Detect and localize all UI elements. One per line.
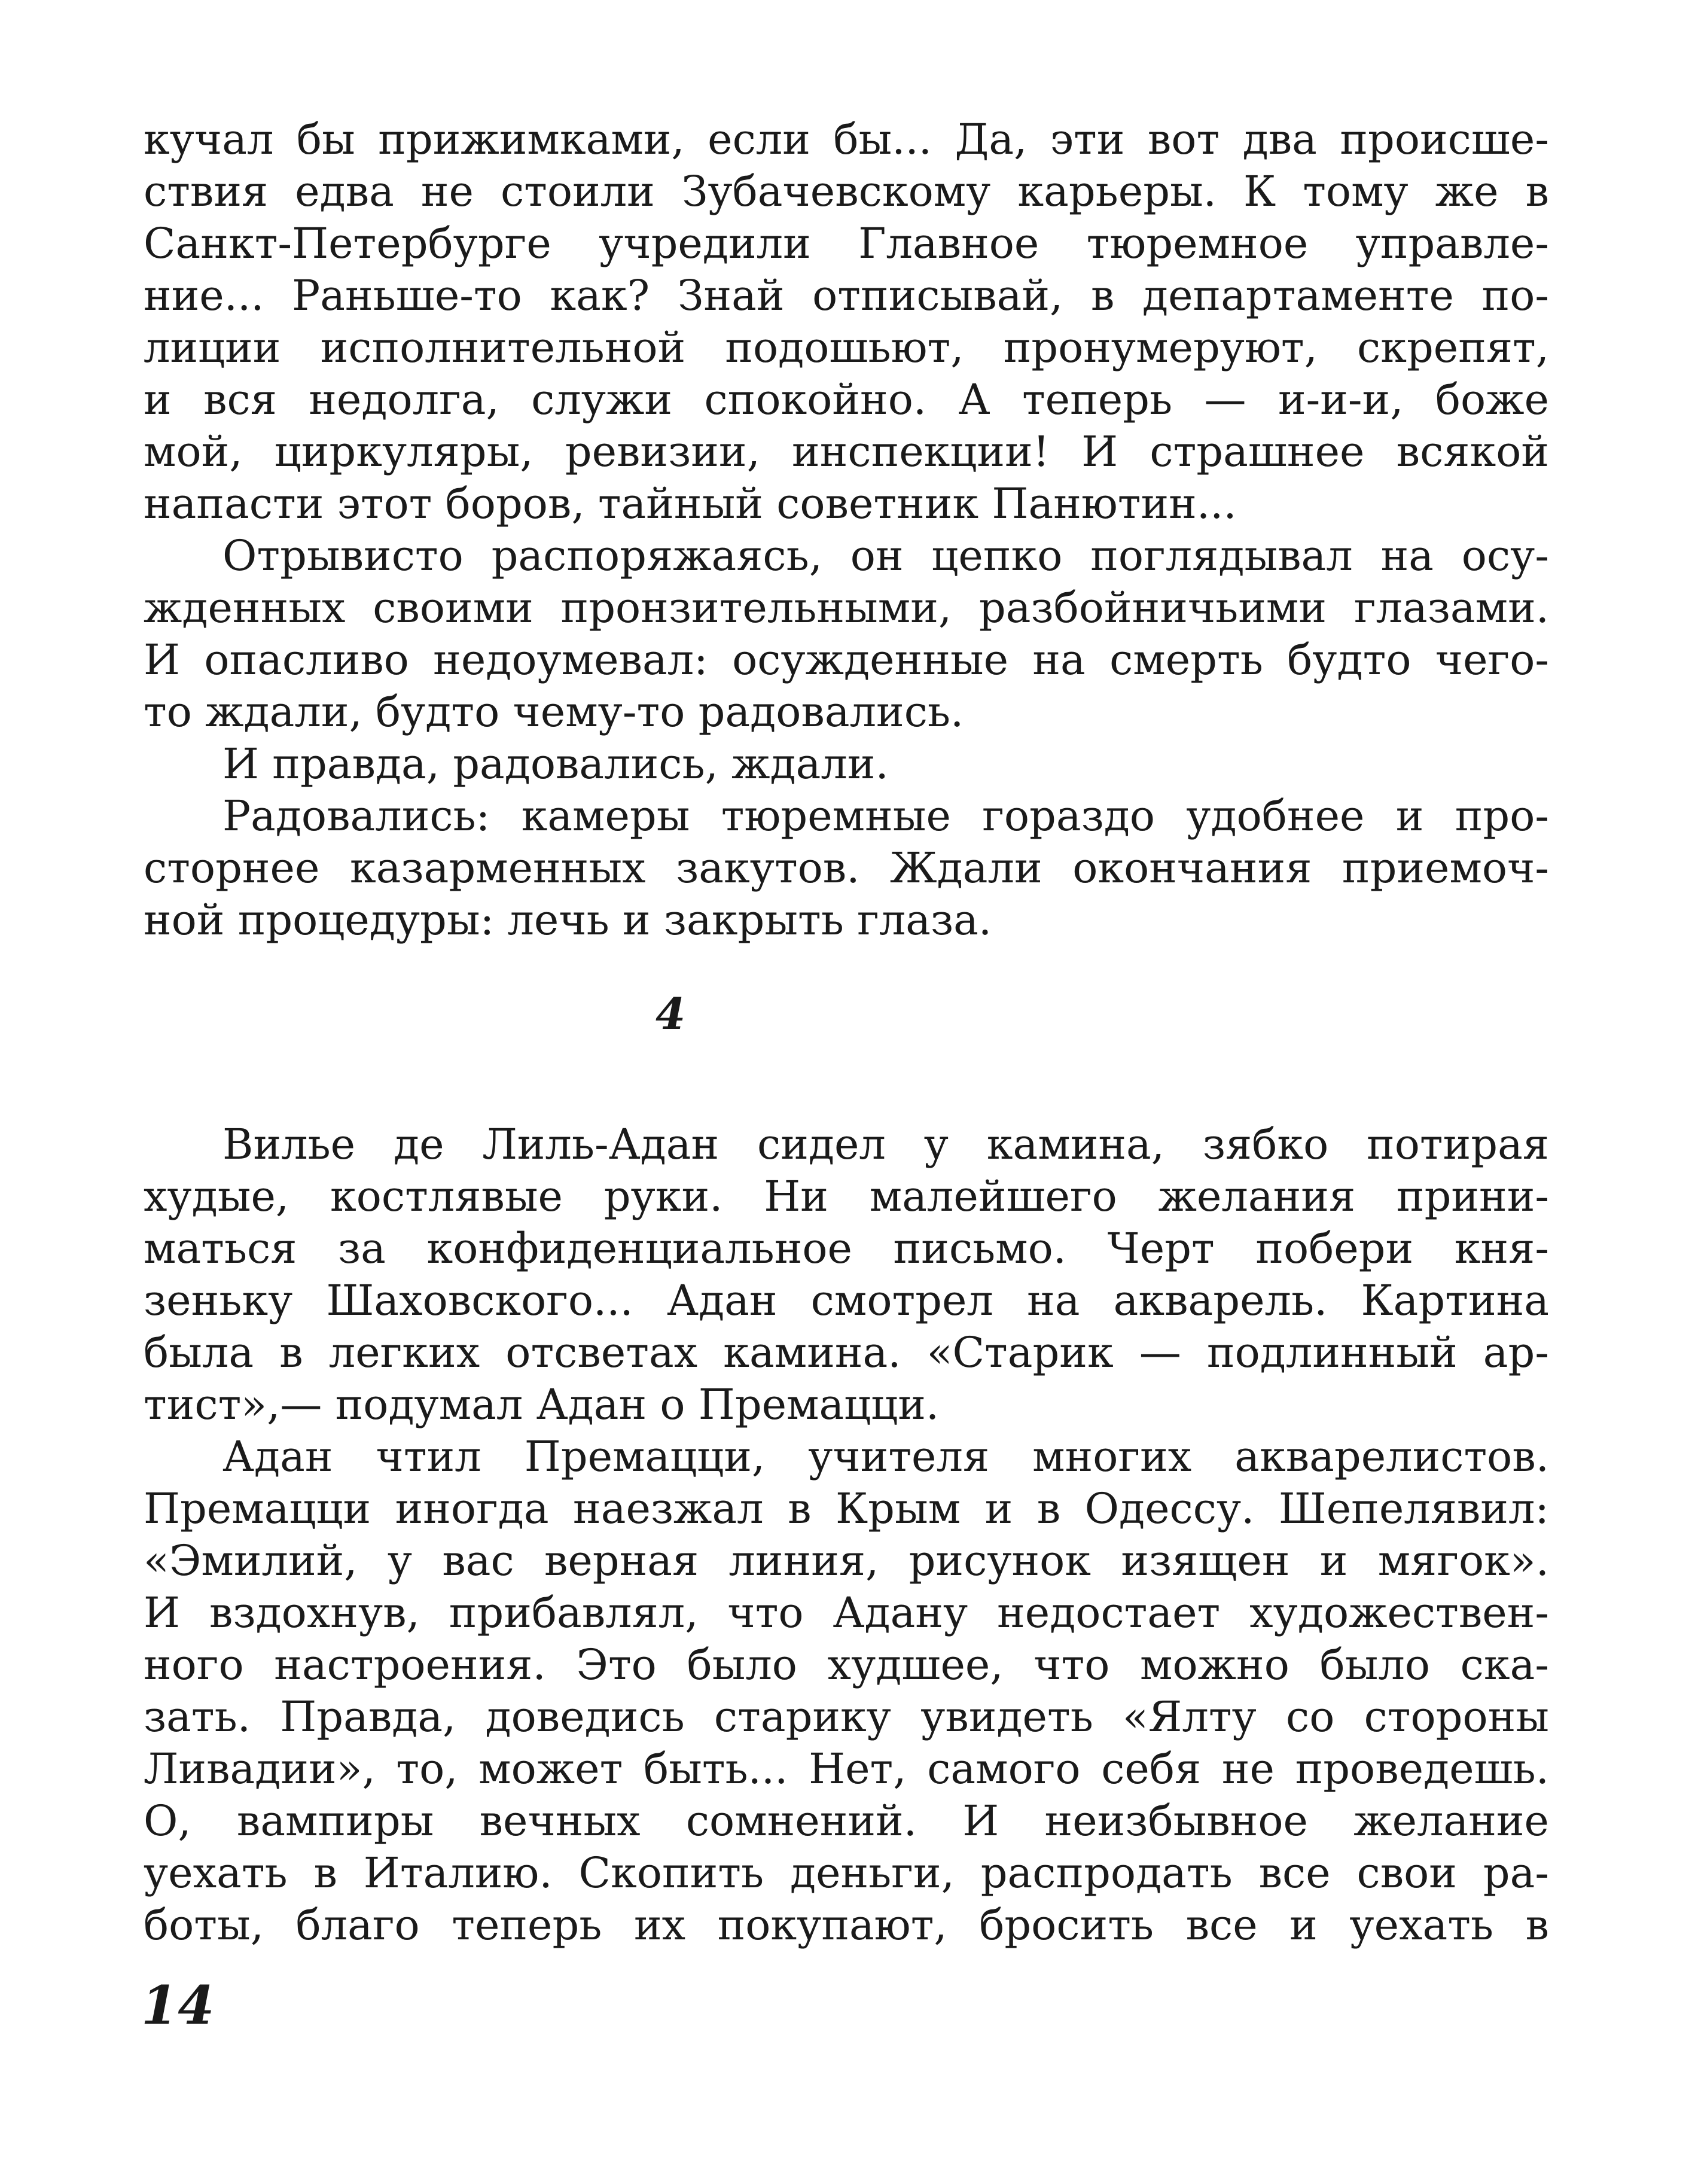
text-line: ного настроения. Это было худшее, что можно было ска- (144, 1640, 1549, 1689)
text-line: уехать в Италию. Скопить деньги, распродать все свои ра- (144, 1848, 1549, 1897)
paragraph-start: Вилье де Лиль-Адан сидел у камина, зябко потирая (222, 1120, 1549, 1169)
page-number: 14 (141, 1974, 215, 2036)
text-line: маться за конфиденциальное письмо. Черт побери кня- (144, 1224, 1549, 1273)
text-line: ствия едва не стоили Зубачевскому карьеры. К тому же в (144, 167, 1549, 216)
paragraph-start: И правда, радовались, ждали. (222, 739, 889, 788)
text-line: ние... Раньше-то как? Знай отписывай, в департаменте по- (144, 271, 1549, 320)
text-line: О, вампиры вечных сомнений. И неизбывное желание (144, 1796, 1549, 1845)
text-line: «Эмилий, у вас верная линия, рисунок изящен и мягок». (144, 1536, 1549, 1585)
text-line: ной процедуры: лечь и закрыть глаза. (144, 895, 992, 945)
text-line: И опасливо недоумевал: осужденные на смерть будто чего- (144, 635, 1549, 684)
text-line: И вздохнув, прибавлял, что Адану недостает художествен- (144, 1588, 1549, 1637)
text-line: лиции исполнительной подошьют, пронумеруют, скрепят, (144, 323, 1549, 372)
text-line: зеньку Шаховского... Адан смотрел на акварель. Картина (144, 1276, 1549, 1325)
text-line: была в легких отсветах камина. «Старик — подлинный ар- (144, 1328, 1549, 1377)
text-line: тист»,— подумал Адан о Премацци. (144, 1380, 940, 1429)
text-line: боты, благо теперь их покупают, бросить все и уехать в (144, 1900, 1549, 1950)
paragraph-start: Адан чтил Премацци, учителя многих акварелистов. (222, 1432, 1549, 1481)
text-line: мой, циркуляры, ревизии, инспекции! И страшнее всякой (144, 427, 1549, 476)
text-line: зать. Правда, доведись старику увидеть «Ялту со стороны (144, 1692, 1549, 1741)
paragraph-start: Отрывисто распоряжаясь, он цепко поглядывал на осу- (222, 531, 1549, 580)
text-line: Премацци иногда наезжал в Крым и в Одессу. Шепелявил: (144, 1484, 1549, 1533)
text-line: напасти этот боров, тайный советник Панютин... (144, 479, 1237, 528)
text-line: жденных своими пронзительными, разбойничьими глазами. (144, 583, 1549, 632)
text-line: кучал бы прижимками, если бы... Да, эти вот два происше- (144, 115, 1549, 164)
text-line: Ливадии», то, может быть... Нет, самого себя не проведешь. (144, 1744, 1549, 1793)
text-block-bottom (144, 1119, 1549, 1951)
text-line: Санкт-Петербурге учредили Главное тюремное управле- (144, 219, 1549, 268)
chapter-number: 4 (656, 988, 686, 1039)
text-line: сторнее казарменных закутов. Ждали окончания приемоч- (144, 843, 1549, 893)
text-line: и вся недолга, служи спокойно. А теперь — и-и-и, боже (144, 375, 1549, 424)
paragraph-start: Радовались: камеры тюремные гораздо удобнее и про- (222, 791, 1549, 840)
text-block-top (144, 114, 1549, 946)
text-line: то ждали, будто чему-то радовались. (144, 687, 964, 736)
text-line: худые, костлявые руки. Ни малейшего желания прини- (144, 1172, 1549, 1221)
